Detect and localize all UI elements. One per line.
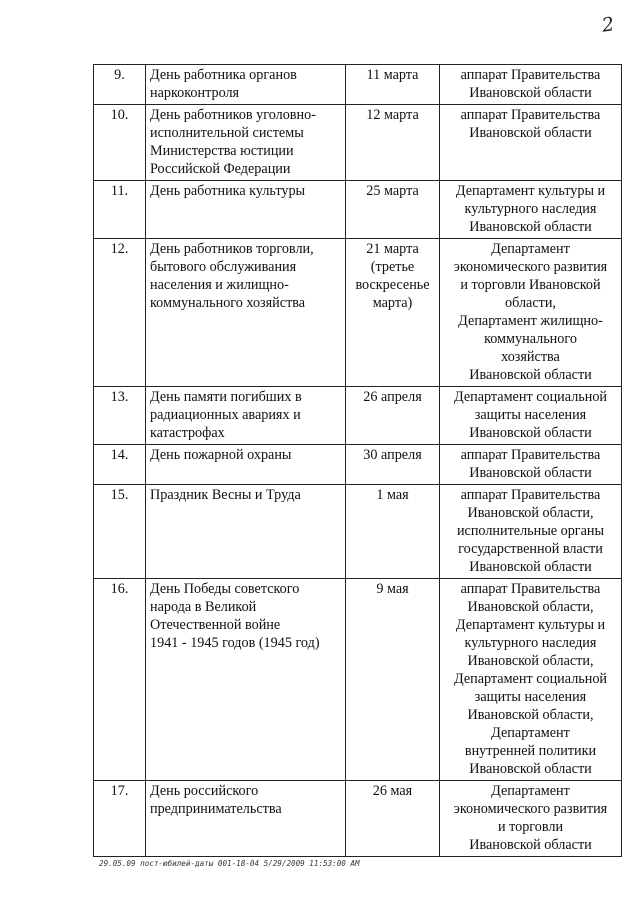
- responsible-body-cell: [440, 105, 622, 181]
- responsible-body-line: аппарат Правительства: [460, 487, 601, 503]
- event-date-cell: [346, 445, 440, 485]
- event-date-cell: [346, 181, 440, 239]
- responsible-body-line: Ивановской области: [469, 125, 592, 141]
- responsible-body-line: аппарат Правительства: [460, 581, 601, 597]
- event-name-line: День работников торговли,: [150, 241, 314, 257]
- responsible-body-line: Ивановской области: [469, 761, 592, 777]
- event-name-cell: [146, 105, 346, 181]
- responsible-body-cell: [440, 579, 622, 781]
- event-date-line: марта): [372, 295, 413, 311]
- responsible-body-line: аппарат Правительства: [460, 67, 601, 83]
- table-row: [94, 181, 622, 239]
- event-name-line: бытового обслуживания: [150, 259, 297, 275]
- event-name-line: День Победы советского: [150, 581, 300, 597]
- responsible-body-line: аппарат Правительства: [460, 107, 601, 123]
- responsible-body-cell: [440, 781, 622, 857]
- event-date-cell: [346, 387, 440, 445]
- event-date-cell: [346, 485, 440, 579]
- responsible-body-line: Ивановской области,: [467, 707, 594, 723]
- event-name-line: Российской Федерации: [150, 161, 291, 177]
- responsible-body-line: Департамент: [491, 725, 570, 741]
- event-date-line: воскресенье: [355, 277, 430, 293]
- responsible-body-line: Департамент культуры и: [455, 183, 606, 199]
- responsible-body-line: Ивановской области: [469, 367, 592, 383]
- responsible-body-cell: [440, 65, 622, 105]
- event-name-cell: [146, 781, 346, 857]
- responsible-body-cell: [440, 445, 622, 485]
- table-row: [94, 485, 622, 579]
- event-date-line: 11 марта: [366, 67, 419, 83]
- event-name-line: катастрофах: [150, 425, 225, 441]
- responsible-body-line: хозяйства: [501, 349, 560, 365]
- row-number-cell: 9.: [94, 65, 146, 105]
- responsible-body-line: Ивановской области: [469, 219, 592, 235]
- event-date-line: 26 мая: [372, 783, 413, 799]
- document-footer: 29.05.09 пост-юбилей-даты 001-18-04 5/29/2009 11:53:00 AM: [99, 859, 360, 868]
- event-name-line: День пожарной охраны: [150, 447, 292, 463]
- event-date-line: 25 марта: [366, 183, 419, 199]
- responsible-body-line: Департамент: [491, 241, 570, 257]
- responsible-body-line: Ивановской области: [469, 837, 592, 853]
- responsible-body-line: культурного наследия: [464, 201, 597, 217]
- responsible-body-line: Департамент социальной: [453, 671, 608, 687]
- table-body: [94, 65, 622, 857]
- responsible-body-line: культурного наследия: [464, 635, 597, 651]
- responsible-body-line: внутренней политики: [464, 743, 597, 759]
- event-name-cell: [146, 239, 346, 387]
- event-date-cell: [346, 65, 440, 105]
- event-name-cell: [146, 387, 346, 445]
- responsible-body-line: Ивановской области: [469, 559, 592, 575]
- responsible-body-line: защиты населения: [474, 689, 587, 705]
- responsible-body-line: Департамент: [491, 783, 570, 799]
- row-number-cell: 15.: [94, 485, 146, 579]
- event-name-line: Праздник Весны и Труда: [150, 487, 301, 503]
- event-name-cell: [146, 65, 346, 105]
- table-row: [94, 445, 622, 485]
- responsible-body-line: Ивановской области,: [467, 653, 594, 669]
- events-table: [93, 64, 622, 857]
- event-date-cell: [346, 239, 440, 387]
- responsible-body-line: аппарат Правительства: [460, 447, 601, 463]
- event-date-cell: [346, 781, 440, 857]
- event-name-cell: [146, 445, 346, 485]
- event-name-line: День работников уголовно-: [150, 107, 316, 123]
- event-name-line: коммунального хозяйства: [150, 295, 306, 311]
- responsible-body-line: и торговли Ивановской: [460, 277, 601, 293]
- table-row: [94, 579, 622, 781]
- table-row: [94, 781, 622, 857]
- event-date-line: 21 марта: [366, 241, 419, 257]
- responsible-body-line: экономического развития: [453, 259, 608, 275]
- event-name-line: День памяти погибших в: [150, 389, 302, 405]
- responsible-body-line: и торговли: [497, 819, 564, 835]
- event-name-line: Министерства юстиции: [150, 143, 294, 159]
- responsible-body-line: Ивановской области: [469, 465, 592, 481]
- event-name-line: День работника культуры: [150, 183, 306, 199]
- event-name-line: предпринимательства: [150, 801, 282, 817]
- responsible-body-line: Ивановской области,: [467, 599, 594, 615]
- event-name-cell: [146, 485, 346, 579]
- event-date-line: (третье: [370, 259, 415, 275]
- row-number-cell: 17.: [94, 781, 146, 857]
- row-number-cell: 14.: [94, 445, 146, 485]
- event-date-line: 12 марта: [366, 107, 419, 123]
- responsible-body-line: экономического развития: [453, 801, 608, 817]
- table-row: [94, 239, 622, 387]
- event-name-line: радиационных авариях и: [150, 407, 301, 423]
- event-date-line: 1 мая: [376, 487, 409, 503]
- page-number: 2: [600, 13, 616, 37]
- event-name-line: Отечественной войне: [150, 617, 281, 633]
- responsible-body-line: Ивановской области: [469, 425, 592, 441]
- event-name-line: народа в Великой: [150, 599, 257, 615]
- event-name-line: День российского: [150, 783, 259, 799]
- row-number-cell: 10.: [94, 105, 146, 181]
- event-name-line: День работника органов: [150, 67, 297, 83]
- row-number-cell: 16.: [94, 579, 146, 781]
- responsible-body-cell: [440, 181, 622, 239]
- event-name-line: наркоконтроля: [150, 85, 240, 101]
- responsible-body-cell: [440, 485, 622, 579]
- responsible-body-cell: [440, 239, 622, 387]
- event-date-line: 30 апреля: [363, 447, 422, 463]
- event-name-line: 1941 - 1945 годов (1945 год): [150, 635, 320, 651]
- event-name-line: населения и жилищно-: [150, 277, 289, 293]
- event-date-line: 9 мая: [376, 581, 409, 597]
- table-row: [94, 387, 622, 445]
- responsible-body-line: Департамент культуры и: [455, 617, 606, 633]
- event-name-line: исполнительной системы: [150, 125, 304, 141]
- responsible-body-line: исполнительные органы: [456, 523, 605, 539]
- event-name-cell: [146, 181, 346, 239]
- table-row: [94, 105, 622, 181]
- responsible-body-line: Департамент социальной: [453, 389, 608, 405]
- responsible-body-line: защиты населения: [474, 407, 587, 423]
- responsible-body-line: области,: [505, 295, 556, 311]
- row-number-cell: 12.: [94, 239, 146, 387]
- table-row: [94, 65, 622, 105]
- responsible-body-cell: [440, 387, 622, 445]
- responsible-body-line: Ивановской области,: [467, 505, 594, 521]
- row-number-cell: 11.: [94, 181, 146, 239]
- row-number-cell: 13.: [94, 387, 146, 445]
- responsible-body-line: Ивановской области: [469, 85, 592, 101]
- event-date-line: 26 апреля: [363, 389, 422, 405]
- responsible-body-line: Департамент жилищно-: [458, 313, 603, 329]
- responsible-body-line: государственной власти: [458, 541, 603, 557]
- event-date-cell: [346, 105, 440, 181]
- event-name-cell: [146, 579, 346, 781]
- event-date-cell: [346, 579, 440, 781]
- responsible-body-line: коммунального: [484, 331, 577, 347]
